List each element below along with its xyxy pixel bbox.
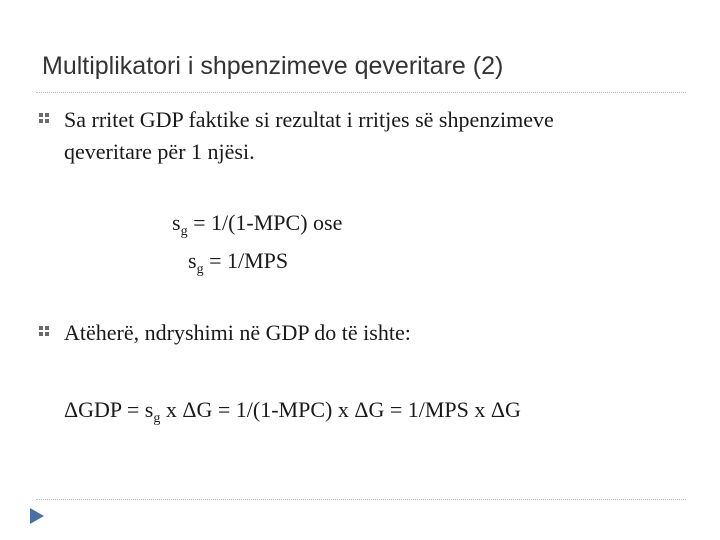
bullet1-line2: qeveritare për 1 njësi. [64, 139, 255, 164]
formula-expression: = 1/(1-MPC) ose [187, 210, 343, 235]
formula-subscript: g [153, 411, 161, 426]
formula-symbol: s [172, 210, 181, 235]
formula-symbol: s [188, 248, 197, 273]
formula-lhs: ΔGDP = s [64, 397, 154, 422]
formula-subscript: g [196, 262, 204, 277]
bullet1-line1: Sa rritet GDP faktike si rezultat i rritjes së shpenzimeve [64, 107, 554, 132]
formula-delta-gdp [64, 395, 521, 425]
title-divider [36, 92, 686, 93]
square-bullet-icon [38, 325, 50, 337]
nav-arrow-icon[interactable] [24, 505, 48, 527]
footer-divider [36, 499, 686, 500]
formula-expression: = 1/MPS [203, 248, 289, 273]
square-bullet-icon [38, 112, 50, 124]
slide-title: Multiplikatori i shpenzimeve qeveritare (2) [42, 52, 504, 80]
bullet2-text: Atëherë, ndryshimi në GDP do të ishte: [64, 320, 411, 345]
formula-multiplier-mpc [172, 208, 342, 238]
formula-subscript: g [180, 224, 188, 239]
formula-multiplier-mps [188, 246, 288, 276]
formula-expression: x ΔG = 1/(1-MPC) x ΔG = 1/MPS x ΔG [160, 397, 521, 422]
